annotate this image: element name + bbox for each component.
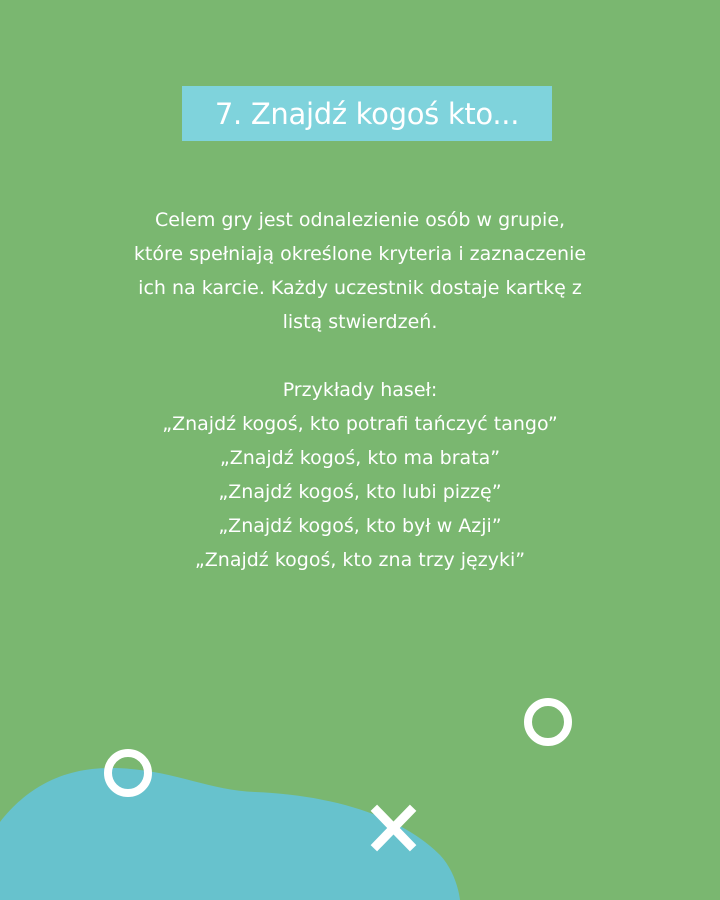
examples-heading: Przykłady haseł: [282, 379, 438, 401]
description-line: ich na karcie. Każdy uczestnik dostaje kartkę z [138, 277, 582, 299]
description-line: które spełniają określone kryteria i zaznaczenie [133, 243, 587, 265]
example-item: „Znajdź kogoś, kto lubi pizzę” [218, 481, 502, 503]
example-item: „Znajdź kogoś, kto zna trzy języki” [194, 549, 526, 571]
example-item: „Znajdź kogoś, kto potrafi tańczyć tango” [162, 413, 558, 435]
circle-icon [528, 702, 568, 742]
example-item: „Znajdź kogoś, kto był w Azji” [218, 515, 502, 537]
page-title: 7. Znajdź kogoś kto... [214, 96, 520, 131]
description-line: Celem gry jest odnalezienie osób w grupie, [154, 209, 566, 231]
description-line: listą stwierdzeń. [282, 311, 438, 333]
example-item: „Znajdź kogoś, kto ma brata” [219, 447, 501, 469]
